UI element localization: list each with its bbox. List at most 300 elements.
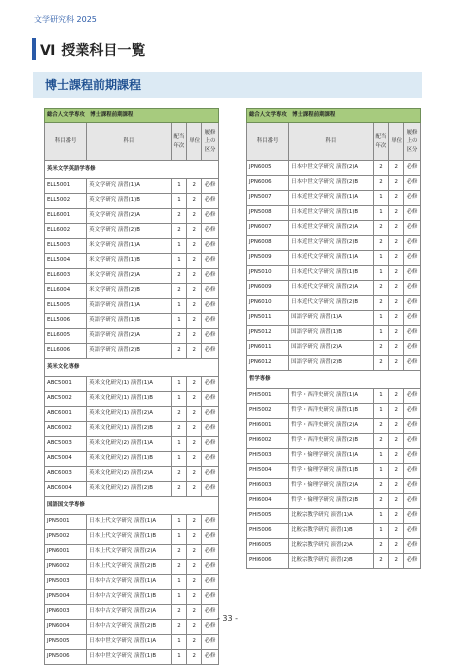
course-subject: 英語学研究 演習(1)A <box>87 299 171 314</box>
course-year: 1 <box>171 377 187 392</box>
course-units: 2 <box>187 560 202 575</box>
category-row <box>247 371 421 389</box>
course-units: 2 <box>389 341 404 356</box>
course-code: ELL6006 <box>45 344 87 359</box>
course-units: 2 <box>389 404 404 419</box>
course-units: 2 <box>187 620 202 635</box>
course-year: 2 <box>373 554 389 569</box>
course-units: 2 <box>187 452 202 467</box>
course-subject: 日本中古文学研究 演習(1)B <box>87 590 171 605</box>
course-code: PHI6005 <box>247 539 289 554</box>
course-selection: 必修 <box>202 437 219 452</box>
course-code: ELL5001 <box>45 179 87 194</box>
course-subject: 英米文化研究(1) 演習(2)A <box>87 407 171 422</box>
course-units: 2 <box>187 482 202 497</box>
course-subject: 日本中世文学研究 演習(1)B <box>87 650 171 665</box>
course-code: ABC6002 <box>45 422 87 437</box>
column-header-selection-line1: 履修 <box>406 130 418 137</box>
course-code: JPN6001 <box>45 545 87 560</box>
category-row <box>45 497 219 515</box>
table-row <box>45 392 219 407</box>
course-selection: 必修 <box>202 329 219 344</box>
column-header-selection-line2: 上の <box>406 138 418 145</box>
course-units: 2 <box>187 515 202 530</box>
course-year: 2 <box>373 176 389 191</box>
course-subject: 国語学研究 演習(1)A <box>289 311 373 326</box>
table-row <box>247 479 421 494</box>
course-units: 2 <box>389 221 404 236</box>
course-subject: 日本近世文学研究 演習(1)B <box>289 206 373 221</box>
column-header-year-line1: 配当 <box>173 134 185 141</box>
course-code: JPN6002 <box>45 560 87 575</box>
course-selection: 必修 <box>202 239 219 254</box>
course-subject: 日本近代文学研究 演習(2)A <box>289 281 373 296</box>
column-header-row <box>247 123 421 161</box>
course-subject: 英米文化研究(2) 演習(1)A <box>87 437 171 452</box>
course-selection: 必修 <box>202 635 219 650</box>
course-subject: 哲学・西洋史研究 演習(2)A <box>289 419 373 434</box>
table-row <box>45 437 219 452</box>
column-header-selection-line1: 履修 <box>204 130 216 137</box>
course-code: PHI5006 <box>247 524 289 539</box>
course-year: 2 <box>171 269 187 284</box>
table-row <box>247 404 421 419</box>
course-subject: 日本近代文学研究 演習(1)B <box>289 266 373 281</box>
course-selection: 必修 <box>404 206 421 221</box>
column-header-row <box>45 123 219 161</box>
course-code: JPN5004 <box>45 590 87 605</box>
course-year: 1 <box>373 524 389 539</box>
course-selection: 必修 <box>404 539 421 554</box>
course-code: ELL5003 <box>45 239 87 254</box>
course-units: 2 <box>389 326 404 341</box>
course-year: 1 <box>171 635 187 650</box>
table-row <box>247 464 421 479</box>
table-row <box>45 515 219 530</box>
table-row <box>247 326 421 341</box>
category-label: 哲学専修 <box>247 371 421 389</box>
course-selection: 必修 <box>404 191 421 206</box>
course-year: 2 <box>171 422 187 437</box>
course-selection: 必修 <box>202 377 219 392</box>
course-code: JPN6004 <box>45 620 87 635</box>
course-year: 2 <box>171 224 187 239</box>
course-subject: 英語学研究 演習(2)B <box>87 344 171 359</box>
section-title <box>40 40 145 60</box>
course-subject: 比較宗教学研究 演習(2)A <box>289 539 373 554</box>
table-row <box>247 419 421 434</box>
course-code: JPN5010 <box>247 266 289 281</box>
course-subject: 英文学研究 演習(2)B <box>87 224 171 239</box>
course-units: 2 <box>389 296 404 311</box>
course-units: 2 <box>389 449 404 464</box>
course-year: 1 <box>171 575 187 590</box>
course-units: 2 <box>187 437 202 452</box>
table-row <box>247 449 421 464</box>
course-year: 1 <box>171 437 187 452</box>
subsection-title: 博士課程前期課程 <box>45 78 142 92</box>
course-selection: 必修 <box>202 407 219 422</box>
course-code: ABC6003 <box>45 467 87 482</box>
course-selection: 必修 <box>202 392 219 407</box>
course-selection: 必修 <box>404 404 421 419</box>
course-year: 1 <box>373 251 389 266</box>
table-row <box>45 560 219 575</box>
course-selection: 必修 <box>404 494 421 509</box>
course-units: 2 <box>187 605 202 620</box>
course-year: 2 <box>373 281 389 296</box>
table-row <box>247 206 421 221</box>
course-units: 2 <box>389 236 404 251</box>
course-year: 2 <box>171 284 187 299</box>
course-selection: 必修 <box>202 422 219 437</box>
table-row <box>45 224 219 239</box>
course-subject: 米文学研究 演習(2)B <box>87 284 171 299</box>
course-selection: 必修 <box>404 419 421 434</box>
section-title-text: 授業科目一覧 <box>61 43 146 59</box>
table-row <box>45 209 219 224</box>
course-subject: 哲学・西洋史研究 演習(1)B <box>289 404 373 419</box>
course-code: PHI6006 <box>247 554 289 569</box>
table-row <box>247 266 421 281</box>
table-row <box>247 311 421 326</box>
course-year: 1 <box>171 515 187 530</box>
course-units: 2 <box>389 524 404 539</box>
course-subject: 比較宗教学研究 演習(1)A <box>289 509 373 524</box>
course-code: JPN5009 <box>247 251 289 266</box>
table-row <box>45 254 219 269</box>
table-row <box>45 545 219 560</box>
course-selection: 必修 <box>202 620 219 635</box>
course-selection: 必修 <box>202 194 219 209</box>
course-selection: 必修 <box>202 284 219 299</box>
course-code: ELL6005 <box>45 329 87 344</box>
course-code: ABC6004 <box>45 482 87 497</box>
course-selection: 必修 <box>202 254 219 269</box>
course-selection: 必修 <box>202 314 219 329</box>
course-code: ELL5006 <box>45 314 87 329</box>
course-code: JPN6005 <box>247 161 289 176</box>
course-year: 2 <box>171 620 187 635</box>
course-subject: 英文学研究 演習(1)A <box>87 179 171 194</box>
table-row <box>45 314 219 329</box>
course-code: JPN5005 <box>45 635 87 650</box>
column-header-code: 科目番号 <box>45 123 87 161</box>
course-selection: 必修 <box>202 545 219 560</box>
course-subject: 国語学研究 演習(2)B <box>289 356 373 371</box>
table-row <box>247 161 421 176</box>
course-year: 2 <box>373 434 389 449</box>
course-selection: 必修 <box>404 389 421 404</box>
course-table-right <box>246 108 421 569</box>
column-header-year-line2: 年次 <box>375 142 387 149</box>
course-year: 2 <box>373 296 389 311</box>
course-subject: 日本中古文学研究 演習(2)A <box>87 605 171 620</box>
course-selection: 必修 <box>404 554 421 569</box>
course-code: JPN5006 <box>45 650 87 665</box>
course-selection: 必修 <box>404 356 421 371</box>
course-subject: 英米文化研究(1) 演習(1)B <box>87 392 171 407</box>
course-selection: 必修 <box>404 296 421 311</box>
table-row <box>247 356 421 371</box>
category-label: 国語国文学専修 <box>45 497 219 515</box>
course-year: 2 <box>171 605 187 620</box>
course-year: 2 <box>373 539 389 554</box>
column-header-subject: 科目 <box>289 123 373 161</box>
course-subject: 日本中古文学研究 演習(1)A <box>87 575 171 590</box>
course-code: ELL5004 <box>45 254 87 269</box>
course-units: 2 <box>389 509 404 524</box>
course-subject: 日本上代文学研究 演習(1)A <box>87 515 171 530</box>
course-units: 2 <box>389 539 404 554</box>
table-row <box>45 422 219 437</box>
course-subject: 米文学研究 演習(2)A <box>87 269 171 284</box>
course-code: PHI6004 <box>247 494 289 509</box>
table-row <box>247 236 421 251</box>
course-year: 1 <box>171 590 187 605</box>
course-subject: 日本中世文学研究 演習(2)B <box>289 176 373 191</box>
course-units: 2 <box>389 176 404 191</box>
course-subject: 米文学研究 演習(1)A <box>87 239 171 254</box>
course-selection: 必修 <box>202 299 219 314</box>
table-row <box>247 191 421 206</box>
course-year: 2 <box>373 494 389 509</box>
table-row <box>45 590 219 605</box>
course-subject: 日本中世文学研究 演習(1)A <box>87 635 171 650</box>
course-subject: 英米文化研究(1) 演習(1)A <box>87 377 171 392</box>
course-units: 2 <box>187 209 202 224</box>
course-year: 2 <box>373 161 389 176</box>
course-year: 1 <box>171 392 187 407</box>
table-row <box>247 434 421 449</box>
table-row <box>45 575 219 590</box>
course-subject: 英語学研究 演習(1)B <box>87 314 171 329</box>
table-row <box>45 194 219 209</box>
course-units: 2 <box>389 479 404 494</box>
course-code: JPN5001 <box>45 515 87 530</box>
group-header-row <box>247 109 421 123</box>
course-code: PHI5004 <box>247 464 289 479</box>
course-code: JPN5012 <box>247 326 289 341</box>
course-subject: 日本近代文学研究 演習(2)B <box>289 296 373 311</box>
course-code: JPN6003 <box>45 605 87 620</box>
course-units: 2 <box>187 344 202 359</box>
course-year: 1 <box>171 194 187 209</box>
course-code: ELL6003 <box>45 269 87 284</box>
course-selection: 必修 <box>404 221 421 236</box>
column-header-units: 単位 <box>187 123 202 161</box>
course-year: 1 <box>171 239 187 254</box>
column-header-subject: 科目 <box>87 123 171 161</box>
course-units: 2 <box>389 464 404 479</box>
table-row <box>45 377 219 392</box>
course-code: PHI6001 <box>247 419 289 434</box>
course-code: PHI5005 <box>247 509 289 524</box>
table-row <box>247 509 421 524</box>
course-code: ELL5002 <box>45 194 87 209</box>
course-units: 2 <box>389 311 404 326</box>
course-subject: 日本上代文学研究 演習(2)B <box>87 560 171 575</box>
course-units: 2 <box>389 389 404 404</box>
course-code: JPN6006 <box>247 176 289 191</box>
course-units: 2 <box>389 191 404 206</box>
table-row <box>247 281 421 296</box>
course-year: 1 <box>171 314 187 329</box>
table-row <box>247 296 421 311</box>
course-selection: 必修 <box>404 326 421 341</box>
course-subject: 日本近世文学研究 演習(1)A <box>289 191 373 206</box>
course-subject: 哲学・倫理学研究 演習(2)A <box>289 479 373 494</box>
course-units: 2 <box>389 281 404 296</box>
course-units: 2 <box>187 575 202 590</box>
section-accent-bar <box>32 38 36 60</box>
column-header-year <box>373 123 389 161</box>
course-subject: 哲学・西洋史研究 演習(2)B <box>289 434 373 449</box>
course-code: JPN6012 <box>247 356 289 371</box>
course-subject: 英語学研究 演習(2)A <box>87 329 171 344</box>
course-year: 2 <box>171 209 187 224</box>
course-selection: 必修 <box>202 605 219 620</box>
course-code: JPN6009 <box>247 281 289 296</box>
course-subject: 英文学研究 演習(2)A <box>87 209 171 224</box>
course-selection: 必修 <box>202 575 219 590</box>
course-selection: 必修 <box>404 251 421 266</box>
course-selection: 必修 <box>404 341 421 356</box>
course-units: 2 <box>187 590 202 605</box>
table-row <box>247 539 421 554</box>
course-year: 1 <box>373 191 389 206</box>
course-year: 2 <box>373 479 389 494</box>
course-year: 2 <box>171 560 187 575</box>
course-year: 1 <box>171 530 187 545</box>
table-row <box>247 176 421 191</box>
course-units: 2 <box>187 422 202 437</box>
column-header-year-line2: 年次 <box>173 142 185 149</box>
course-subject: 日本上代文学研究 演習(1)B <box>87 530 171 545</box>
course-selection: 必修 <box>404 524 421 539</box>
course-code: JPN6008 <box>247 236 289 251</box>
course-code: PHI5002 <box>247 404 289 419</box>
table-row <box>45 530 219 545</box>
column-header-year-line1: 配当 <box>375 134 387 141</box>
course-units: 2 <box>187 239 202 254</box>
course-units: 2 <box>187 635 202 650</box>
course-year: 2 <box>373 419 389 434</box>
course-code: ELL6001 <box>45 209 87 224</box>
course-units: 2 <box>187 179 202 194</box>
course-code: JPN5011 <box>247 311 289 326</box>
table-row <box>247 341 421 356</box>
course-selection: 必修 <box>202 209 219 224</box>
course-year: 1 <box>373 464 389 479</box>
table-row <box>45 407 219 422</box>
course-year: 1 <box>373 206 389 221</box>
column-header-selection-line3: 区分 <box>204 146 216 153</box>
course-units: 2 <box>187 299 202 314</box>
course-units: 2 <box>389 266 404 281</box>
course-year: 2 <box>373 356 389 371</box>
table-row <box>45 482 219 497</box>
course-units: 2 <box>187 530 202 545</box>
header-label: 文学研究科 2025 <box>34 15 97 24</box>
course-year: 2 <box>373 221 389 236</box>
page-number: - 33 - <box>216 614 239 623</box>
course-subject: 哲学・倫理学研究 演習(1)B <box>289 464 373 479</box>
course-units: 2 <box>187 314 202 329</box>
category-label: 英米文学英語学専修 <box>45 161 219 179</box>
course-code: JPN5003 <box>45 575 87 590</box>
course-code: PHI6003 <box>247 479 289 494</box>
course-year: 2 <box>171 482 187 497</box>
course-subject: 英米文化研究(2) 演習(2)A <box>87 467 171 482</box>
course-selection: 必修 <box>202 530 219 545</box>
course-code: ABC5001 <box>45 377 87 392</box>
course-selection: 必修 <box>202 650 219 665</box>
course-year: 1 <box>171 452 187 467</box>
course-subject: 英文学研究 演習(1)B <box>87 194 171 209</box>
course-code: ABC5002 <box>45 392 87 407</box>
course-code: ABC5004 <box>45 452 87 467</box>
table-row <box>45 179 219 194</box>
course-code: JPN6011 <box>247 341 289 356</box>
course-code: ABC6001 <box>45 407 87 422</box>
table-row <box>45 452 219 467</box>
course-year: 1 <box>373 326 389 341</box>
table-row <box>45 284 219 299</box>
column-header-units: 単位 <box>389 123 404 161</box>
course-selection: 必修 <box>404 236 421 251</box>
course-selection: 必修 <box>404 311 421 326</box>
course-year: 2 <box>373 341 389 356</box>
course-year: 1 <box>373 311 389 326</box>
course-units: 2 <box>187 407 202 422</box>
table-row <box>247 554 421 569</box>
group-title: 総合人文学専攻 博士課程前期課程 <box>247 109 421 123</box>
course-units: 2 <box>187 224 202 239</box>
table-row <box>45 269 219 284</box>
course-selection: 必修 <box>202 467 219 482</box>
table-row <box>247 389 421 404</box>
course-code: PHI5003 <box>247 449 289 464</box>
course-units: 2 <box>187 284 202 299</box>
course-subject: 米文学研究 演習(1)B <box>87 254 171 269</box>
column-header-code: 科目番号 <box>247 123 289 161</box>
course-year: 1 <box>171 650 187 665</box>
course-year: 2 <box>171 545 187 560</box>
course-year: 1 <box>171 254 187 269</box>
course-selection: 必修 <box>202 482 219 497</box>
course-units: 2 <box>389 419 404 434</box>
course-selection: 必修 <box>404 176 421 191</box>
course-units: 2 <box>187 545 202 560</box>
course-subject: 日本中古文学研究 演習(2)B <box>87 620 171 635</box>
course-year: 1 <box>373 449 389 464</box>
course-subject: 比較宗教学研究 演習(1)B <box>289 524 373 539</box>
column-header-selection <box>404 123 421 161</box>
category-row <box>45 161 219 179</box>
course-subject: 日本近世文学研究 演習(2)A <box>289 221 373 236</box>
course-code: ELL6002 <box>45 224 87 239</box>
course-code: JPN5002 <box>45 530 87 545</box>
course-subject: 哲学・倫理学研究 演習(1)A <box>289 449 373 464</box>
course-selection: 必修 <box>404 479 421 494</box>
table-row <box>247 494 421 509</box>
course-selection: 必修 <box>202 590 219 605</box>
course-units: 2 <box>389 251 404 266</box>
course-year: 2 <box>171 329 187 344</box>
course-year: 2 <box>171 344 187 359</box>
course-units: 2 <box>187 254 202 269</box>
